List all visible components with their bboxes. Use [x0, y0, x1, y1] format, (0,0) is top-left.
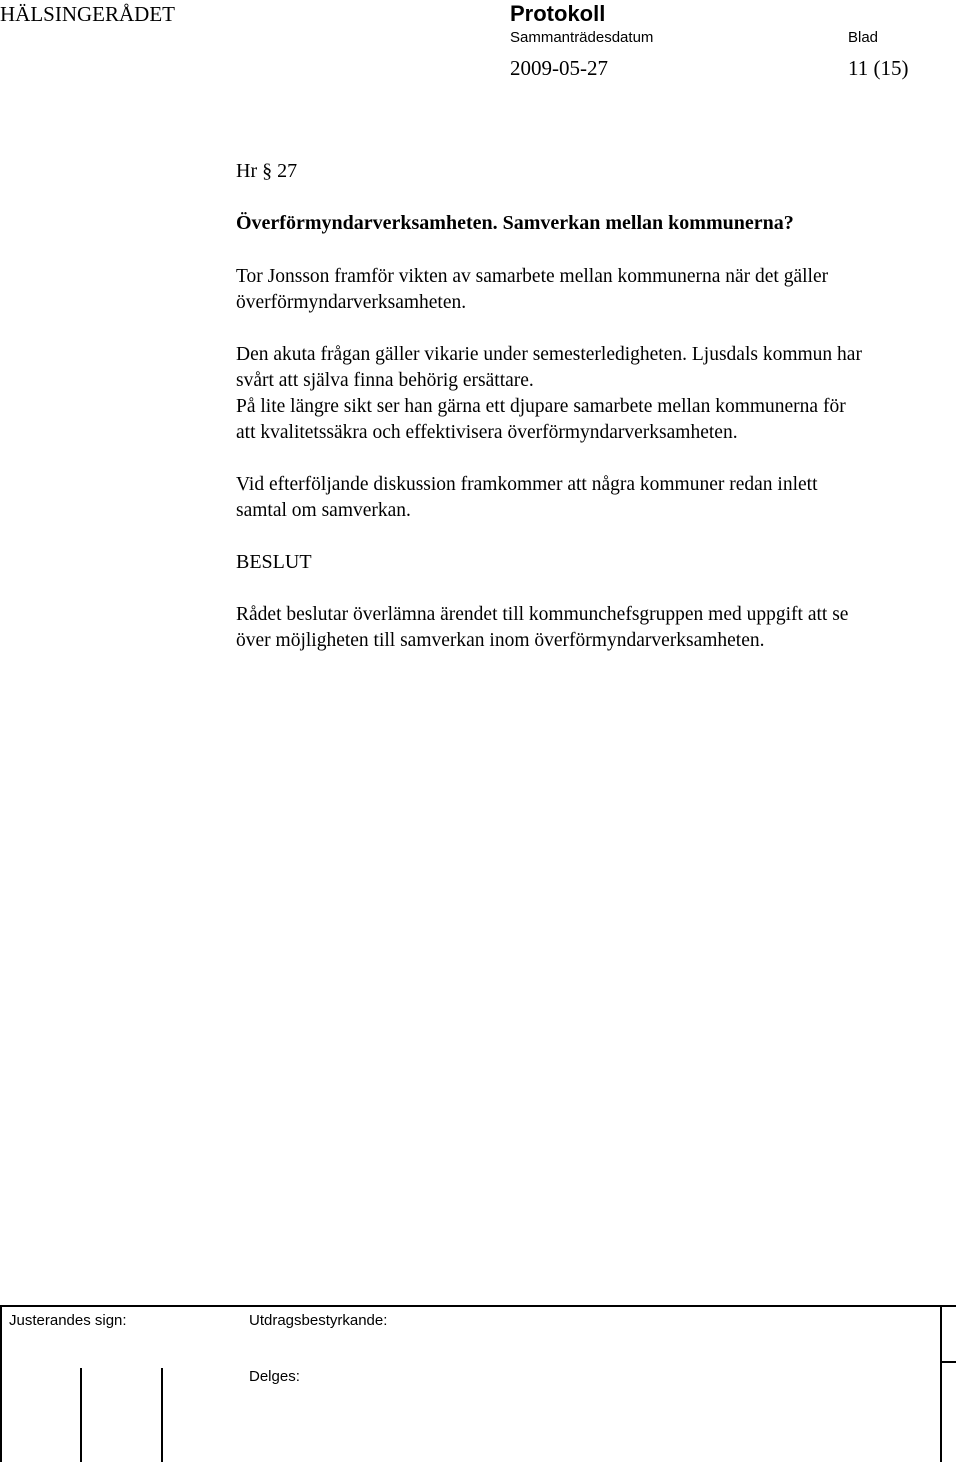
footer-divider: [0, 1305, 2, 1462]
delges-label: Delges:: [249, 1368, 300, 1385]
organization-name: HÄLSINGERÅDET: [0, 2, 175, 26]
signature-box-divider: [161, 1368, 163, 1462]
paragraph-line: Vid efterföljande diskussion framkommer att några kommuner redan inlett: [236, 474, 818, 495]
decision-line: över möjligheten till samverkan inom överförmyndarverksamheten.: [236, 630, 765, 651]
paragraph-line: På lite längre sikt ser han gärna ett djupare samarbete mellan kommunerna för: [236, 396, 846, 417]
paragraph-line: samtal om samverkan.: [236, 500, 411, 521]
document-type: Protokoll: [510, 1, 606, 26]
decision-line: Rådet beslutar överlämna ärendet till kommunchefsgruppen med uppgift att se: [236, 604, 849, 625]
paragraph-line: att kvalitetssäkra och effektivisera överförmyndarverksamheten.: [236, 422, 738, 443]
section-title: Överförmyndarverksamheten. Samverkan mellan kommunerna?: [236, 212, 794, 234]
footer-divider: [940, 1305, 942, 1462]
paragraph-line: Tor Jonsson framför vikten av samarbete mellan kommunerna när det gäller: [236, 266, 829, 287]
page-label: Blad: [848, 29, 879, 46]
paragraph-line: överförmyndarverksamheten.: [236, 292, 467, 313]
paragraph-number: Hr § 27: [236, 160, 298, 182]
decision-heading: BESLUT: [236, 551, 312, 573]
justerandes-sign-label: Justerandes sign:: [9, 1312, 127, 1329]
page-number: 11 (15): [848, 56, 909, 80]
meeting-date-label: Sammanträdesdatum: [510, 29, 654, 46]
paragraph-line: Den akuta frågan gäller vikarie under semesterledigheten. Ljusdals kommun har: [236, 344, 862, 365]
footer-top-rule: [0, 1305, 956, 1307]
signature-box-divider: [80, 1368, 82, 1462]
paragraph-line: svårt att själva finna behörig ersättare.: [236, 370, 534, 391]
footer-divider: [942, 1361, 956, 1363]
utdragsbestyrkande-label: Utdragsbestyrkande:: [249, 1312, 388, 1329]
meeting-date: 2009-05-27: [510, 56, 608, 80]
